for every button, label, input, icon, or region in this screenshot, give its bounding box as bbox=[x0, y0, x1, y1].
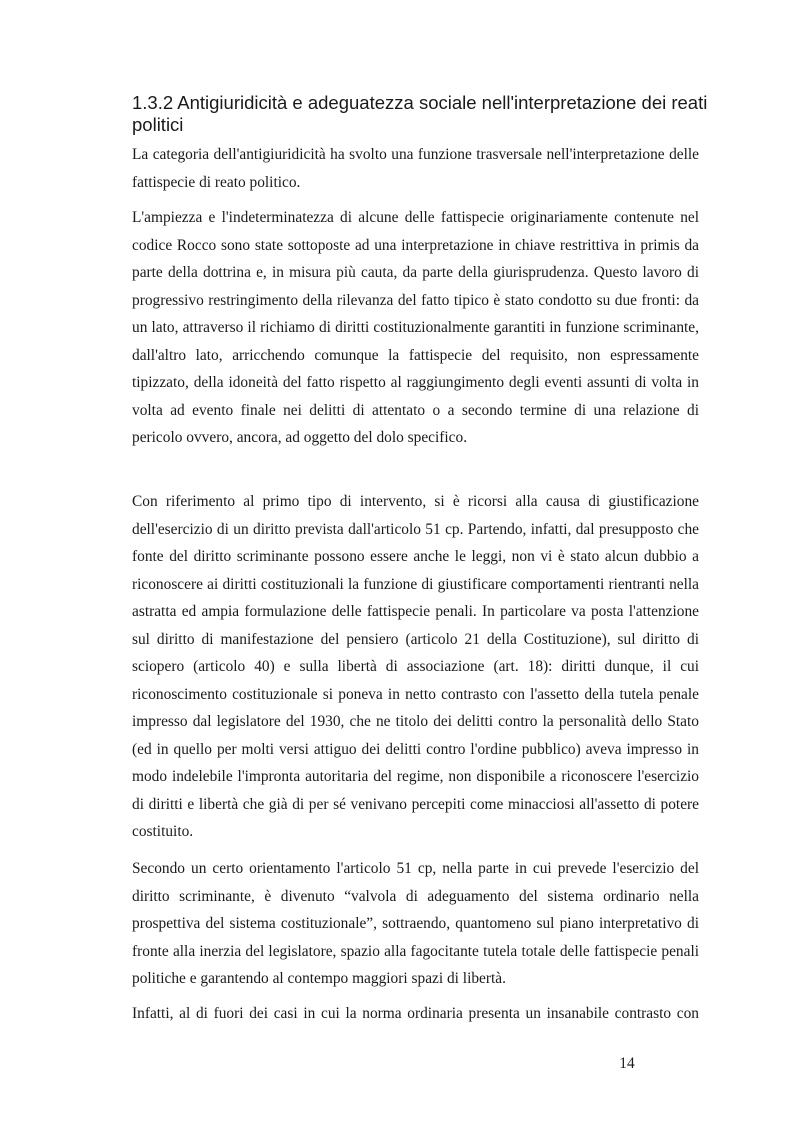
paragraph-first-intervention: Con riferimento al primo tipo di intervento, si è ricorsi alla causa di giustificazione dell'esercizio di un diritto prevista dall'articolo 51 cp. Partendo, infatti, dal presupposto che fonte del diritto scriminante possono essere anche le leggi, non vi è stato alcun dubbio a riconoscere ai diritti costituzionali la funzione di giustificare comportamenti rientranti nella astratta ed ampia formulazione delle fattispecie penali. In particolare va posta l'attenzione sul diritto di manifestazione del pensiero (articolo 21 della Costituzione), sul diritto di sciopero (articolo 40) e sulla libertà di associazione (art. 18): diritti dunque, il cui riconoscimento costituzionale si poneva in netto contrasto con l'assetto della tutela penale impresso dal legislatore del 1930, che ne titolo dei delitti contro la personalità dello Stato (ed in quello per molti versi attiguo dei delitti contro l'ordine pubblico) aveva impresso in modo indelebile l'impronta autoritaria del regime, non disponibile a riconoscere l'esercizio di diritti e libertà che già di per sé venivano percepiti come minacciosi all'assetto di potere costituito. bbox=[132, 493, 699, 840]
paragraph-intro: La categoria dell'antigiuridicità ha svolto una funzione trasversale nell'interpretazione delle fattispecie di reato politico. bbox=[132, 146, 699, 191]
paragraph-article-51: Secondo un certo orientamento l'articolo 51 cp, nella parte in cui prevede l'esercizio del diritto scriminante, è divenuto “valvola di adeguamento del sistema ordinario nella prospettiva del sistema costituzionale”, sottraendo, quantomeno sul piano interpretativo di fronte alla inerzia del legislatore, spazio alla fagocitante tutela totale delle fattispecie penali politiche e garantendo al contempo maggiori spazi di libertà. bbox=[132, 860, 699, 987]
section-heading: 1.3.2 Antigiuridicità e adeguatezza sociale nell'interpretazione dei reati politici bbox=[132, 92, 708, 135]
page-number: 14 bbox=[619, 1055, 635, 1072]
paragraph-continuation: Infatti, al di fuori dei casi in cui la norma ordinaria presenta un insanabile contrasto con bbox=[132, 1005, 699, 1022]
paragraph-restrictive-interpretation: L'ampiezza e l'indeterminatezza di alcune delle fattispecie originariamente contenute nel codice Rocco sono state sottoposte ad una interpretazione in chiave restrittiva in primis da parte della dottrina e, in misura più cauta, da parte della giurisprudenza. Questo lavoro di progressivo restringimento della rilevanza del fatto tipico è stato condotto su due fronti: da un lato, attraverso il richiamo di diritti costituzionalmente garantiti in funzione scriminante, dall'altro lato, arricchendo comunque la fattispecie del requisito, non espressamente tipizzato, della idoneità del fatto rispetto al raggiungimento degli eventi assunti di volta in volta ad evento finale nei delitti di attentato o a secondo termine di una relazione di pericolo ovvero, ancora, ad oggetto del dolo specifico. bbox=[132, 209, 699, 446]
